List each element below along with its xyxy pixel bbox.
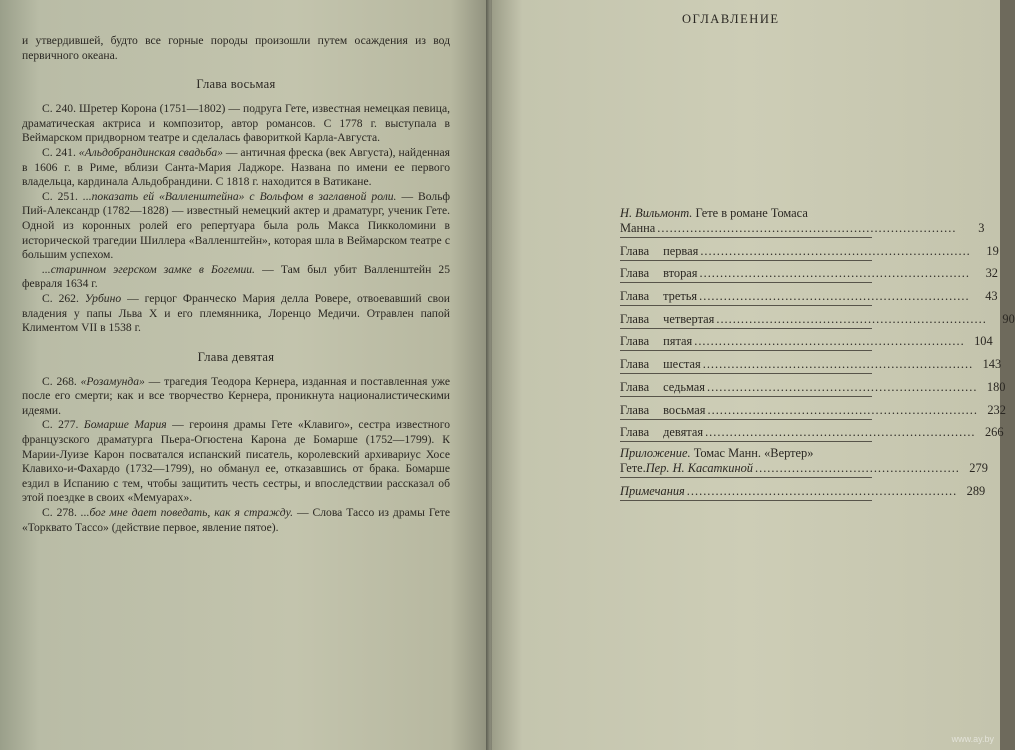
note-paragraph <box>22 506 450 535</box>
toc-leader-dots: .................................................. <box>755 461 960 476</box>
chapter-heading: Глава восьмая <box>196 77 276 92</box>
toc-chapter-page: 180 <box>986 379 1006 394</box>
toc-leader-dots: .................................................................. <box>716 311 987 326</box>
note-text: С. 277. <box>42 418 84 432</box>
toc-chapter-page: 90 <box>1002 311 1015 326</box>
note-text: С. 251. <box>42 189 83 203</box>
note-italic-text: «Розамунда» <box>80 374 145 388</box>
toc-appendix-page: 279 <box>969 461 988 476</box>
note-text: — героиня драмы Гете «Клавиго», сестра известного французского драматурга Пьера-Огюстена Карона де Бомарше (1752—1799). К Марии-Луизе Карон посватался испанский писатель, королевский архивариус Хосе Клавихо-и-Фахардо (1732—1799), но обманул ее, отказавшись от брака. Бомарше ездил в Испанию с тем, чтобы защитить честь сестры, и впоследствии рассказал об этой поездке в своих «Мемуарах». <box>22 418 450 505</box>
toc-entry-chapter <box>620 238 999 260</box>
note-text: С. 240. Шретер Корона (1751—1802) — подруга Гете, известная немецкая певица, драматическая актриса и композитор, автор романсов. С 1778 г. выступала в Веймарском придворном театре и сделалась фавориткой Карла-Августа. <box>22 102 450 145</box>
toc-title: ОГЛАВЛЕНИЕ <box>682 12 780 26</box>
toc-leader-dots: .................................................................. <box>699 289 970 304</box>
note-paragraph <box>22 190 450 263</box>
toc-chapter-label <box>620 244 698 259</box>
toc-chapter-page: 19 <box>986 243 999 258</box>
toc-chapter-ordinal: четвертая <box>663 311 715 326</box>
note-italic-text: Урбино <box>84 291 122 305</box>
toc-chapter-ordinal: шестая <box>663 357 701 372</box>
toc-leader-dots: .................................................................. <box>702 357 974 372</box>
toc-leader-dots: .................................................................. <box>699 266 970 281</box>
toc-chapter-page: 266 <box>984 425 1004 440</box>
toc-divider <box>620 441 872 442</box>
toc-chapter-page: 143 <box>982 357 1002 372</box>
toc-chapter-ordinal: первая <box>663 243 699 258</box>
left-page <box>0 0 490 750</box>
toc-divider <box>620 500 872 501</box>
toc-chapter-word: Глава <box>620 425 650 440</box>
note-italic-text: Бомарше Мария <box>83 418 167 432</box>
watermark: www.ay.by <box>951 734 994 744</box>
note-italic-text: ...показать ей «Валленштейна» с Вольфом в заглавной роли. <box>82 189 397 203</box>
toc-chapter-list <box>620 238 1015 442</box>
toc-intro-title-line1: Гете в романе Томаса <box>692 206 808 220</box>
toc-chapter-ordinal: вторая <box>663 266 698 281</box>
toc-entry-appendix <box>620 446 988 477</box>
toc-chapter-word: Глава <box>620 357 650 372</box>
toc-entry-chapter <box>620 374 1006 396</box>
toc-chapter-page: 232 <box>987 402 1006 417</box>
toc-entry-chapter <box>620 329 993 351</box>
toc-entry-chapter <box>620 283 998 305</box>
note-paragraph <box>22 102 450 146</box>
note-italic-text: ...бог мне дает поведать, как я страждy. <box>80 506 294 520</box>
toc-chapter-label <box>620 289 697 304</box>
right-page <box>492 0 1015 750</box>
toc-entry-chapter <box>620 306 1015 328</box>
note-paragraph <box>22 292 450 336</box>
toc-leader-dots: .................................................................. <box>707 402 978 417</box>
toc-notes-label: Примечания <box>620 483 685 498</box>
toc-chapter-label <box>620 266 698 281</box>
toc-entry-chapter <box>620 397 1006 419</box>
toc-intro-author: Н. Вильмонт. <box>620 206 693 220</box>
toc-chapter-ordinal: девятая <box>663 425 704 440</box>
toc-chapter-page: 32 <box>985 266 998 281</box>
note-text: С. 278. <box>42 506 81 520</box>
toc-chapter-word: Глава <box>620 379 650 394</box>
toc-entry-chapter <box>620 351 1002 373</box>
toc-chapter-ordinal: пятая <box>663 334 693 349</box>
note-text: — Там был убит Валленштейн 25 февраля 1634 г. <box>22 262 451 291</box>
note-text: — герцог Франческо Мария делла Ровере, отвоевавший свои владения у папы Льва X и его племянника, Лоренцо Медичи. Отравлен папой Климентом VII в 1538 г. <box>22 291 451 335</box>
toc-intro-page: 3 <box>978 221 985 235</box>
toc-chapter-label <box>620 334 692 349</box>
intro-paragraph: и утвердившей, будто все горные породы произошли путем осаждения из вод первичного океана. <box>22 34 450 62</box>
chapter-heading: Глава девятая <box>197 349 275 364</box>
toc-leader-dots: ......................................................................... <box>657 221 957 235</box>
toc-entry-intro <box>620 206 985 237</box>
note-text: — трагедия Теодора Кернера, изданная и поставленная уже после его смерти; как и все творчество Кернера, проникнута националистическими идеями. <box>22 374 450 417</box>
toc-chapter-word: Глава <box>620 402 650 417</box>
note-text: С. 268. <box>42 374 81 388</box>
note-paragraph <box>22 375 450 419</box>
toc-chapter-ordinal: третья <box>663 289 698 304</box>
note-paragraph <box>22 418 450 506</box>
toc-appendix-line1: Томас Манн. «Вертер» <box>690 446 814 461</box>
toc-intro-title-line2: Манна <box>620 221 656 235</box>
notes-section <box>22 77 450 535</box>
toc-leader-dots: .................................................................. <box>705 425 976 440</box>
toc-chapter-word: Глава <box>620 311 650 326</box>
toc-chapter-word: Глава <box>620 334 650 349</box>
toc-chapter-label <box>620 380 705 395</box>
toc-leader-dots: .................................................................. <box>686 483 958 498</box>
table-of-contents <box>620 206 1015 501</box>
note-text: — Слова Тассо из драмы Гете «Торквато Тассо» (действие первое, явление пятое). <box>22 506 450 534</box>
toc-entry-notes <box>620 478 986 500</box>
toc-appendix-line2a: Гете. <box>620 461 646 476</box>
toc-chapter-ordinal: седьмая <box>663 379 706 394</box>
toc-chapter-label <box>620 403 706 418</box>
toc-entry-chapter <box>620 261 998 283</box>
note-paragraph <box>22 263 450 292</box>
toc-entry-chapter <box>620 420 1004 442</box>
toc-leader-dots: .................................................................. <box>694 334 965 349</box>
note-paragraph <box>22 146 450 190</box>
note-text: — Вольф Пий-Александр (1782—1828) — известный немецкий актер и драматург, ученик Гете. Одной из коронных ролей его репертуара была роль Макса Пикколомини в исторической трагедии Шиллера «Валленштейн», которая шла в Веймарском театре с большим успехом. <box>22 189 451 262</box>
toc-chapter-ordinal: восьмая <box>663 402 706 417</box>
toc-appendix-translator: Пер. Н. Касаткиной <box>645 461 753 476</box>
note-italic-text: «Альдобрандинская свадьба» <box>78 145 223 159</box>
toc-chapter-label <box>620 312 714 327</box>
toc-chapter-word: Глава <box>620 289 650 304</box>
toc-chapter-word: Глава <box>620 266 650 281</box>
toc-leader-dots: .................................................................. <box>707 379 978 394</box>
toc-chapter-page: 43 <box>985 289 998 304</box>
toc-chapter-label <box>620 425 703 440</box>
toc-appendix-label: Приложение. <box>620 446 691 461</box>
toc-notes-page: 289 <box>966 483 986 498</box>
note-italic-text: ...старинном эгерском замке в Богемии. <box>42 262 255 276</box>
toc-leader-dots: .................................................................. <box>700 243 971 258</box>
note-text: — античная фреска (век Августа), найденная в 1606 г. в Риме, вблизи Санта-Мария Ладжоре. Названа по имени ее первого владельца, кардинала Альдобрандини. С 1818 г. находится в Ватикане. <box>22 145 450 189</box>
toc-chapter-label <box>620 357 701 372</box>
toc-chapter-page: 104 <box>974 334 993 349</box>
toc-chapter-word: Глава <box>620 243 650 258</box>
note-text: С. 262. <box>42 291 85 305</box>
note-text: С. 241. <box>42 145 79 159</box>
